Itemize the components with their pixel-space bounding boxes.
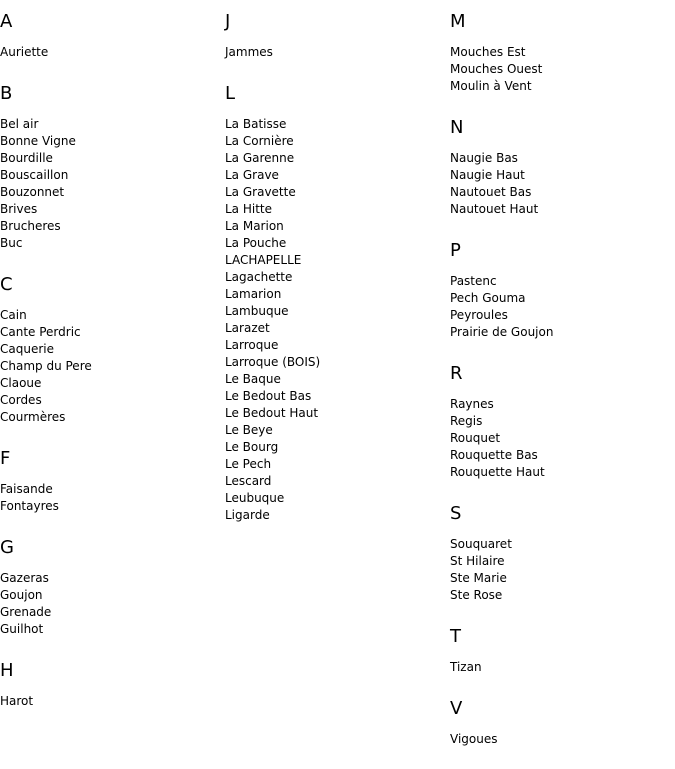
place-name-link[interactable]: Cain (0, 308, 27, 322)
letter-group-t (450, 625, 670, 676)
letter-heading: J (225, 11, 231, 32)
place-name-link[interactable]: Moulin à Vent (450, 79, 532, 93)
letter-group-n (450, 116, 670, 218)
letter-heading: C (0, 274, 13, 295)
letter-group-c (0, 273, 220, 426)
place-name-list (450, 731, 670, 748)
place-name-link[interactable]: St Hilaire (450, 554, 505, 568)
place-name-link[interactable]: Tizan (450, 660, 482, 674)
letter-group-j (225, 10, 445, 61)
place-name-link[interactable]: Champ du Pere (0, 359, 92, 373)
index-column-1 (0, 10, 220, 731)
place-name-list (0, 570, 220, 638)
place-name-link[interactable]: Mouches Ouest (450, 62, 543, 76)
place-name-link[interactable]: Souquaret (450, 537, 512, 551)
place-name-link[interactable]: Leubuque (225, 491, 285, 505)
place-name-link[interactable]: Caquerie (0, 342, 54, 356)
place-name-link[interactable]: Nautouet Bas (450, 185, 532, 199)
place-name-link[interactable]: Lescard (225, 474, 272, 488)
place-name-list (0, 44, 220, 61)
place-name-link[interactable]: Rouquette Haut (450, 465, 545, 479)
place-name-list (0, 481, 220, 515)
place-name-link[interactable]: Bel air (0, 117, 39, 131)
place-name-link[interactable]: Le Bedout Bas (225, 389, 312, 403)
place-name-link[interactable]: Vigoues (450, 732, 498, 746)
place-name-link[interactable]: Courmères (0, 410, 66, 424)
letter-heading: R (450, 363, 463, 384)
letter-heading: P (450, 240, 461, 261)
letter-heading: L (225, 83, 236, 104)
letter-heading: A (0, 11, 13, 32)
place-name-link[interactable]: Regis (450, 414, 483, 428)
place-name-link[interactable]: Bouzonnet (0, 185, 65, 199)
place-name-link[interactable]: Ligarde (225, 508, 270, 522)
place-name-list (450, 659, 670, 676)
place-name-link[interactable]: Larroque (225, 338, 279, 352)
letter-heading: H (0, 660, 14, 681)
place-name-list (450, 273, 670, 341)
letter-heading: T (450, 626, 461, 647)
letter-group-h (0, 659, 220, 710)
place-name-list (450, 396, 670, 481)
letter-heading: B (0, 83, 13, 104)
place-name-link[interactable]: Le Beye (225, 423, 273, 437)
place-name-link[interactable]: Ste Marie (450, 571, 507, 585)
place-name-link[interactable]: La Gravette (225, 185, 296, 199)
place-name-link[interactable]: Le Baque (225, 372, 281, 386)
letter-heading: V (450, 698, 463, 719)
place-name-list (225, 116, 445, 524)
letter-heading: M (450, 11, 466, 32)
letter-group-f (0, 447, 220, 515)
place-name-link[interactable]: Brives (0, 202, 38, 216)
letter-heading: G (0, 537, 14, 558)
place-name-list (450, 44, 670, 95)
place-name-link[interactable]: Jammes (225, 45, 273, 59)
place-name-link[interactable]: Harot (0, 694, 34, 708)
place-name-link[interactable]: Lagachette (225, 270, 293, 284)
place-name-link[interactable]: Pech Gouma (450, 291, 526, 305)
place-name-list (450, 536, 670, 604)
place-name-link[interactable]: Le Pech (225, 457, 272, 471)
place-name-link[interactable]: Pastenc (450, 274, 497, 288)
place-name-link[interactable]: Bonne Vigne (0, 134, 76, 148)
place-name-link[interactable]: Gazeras (0, 571, 49, 585)
place-name-link[interactable]: Brucheres (0, 219, 61, 233)
place-name-link[interactable]: Rouquette Bas (450, 448, 538, 462)
letter-group-p (450, 239, 670, 341)
index-column-3 (450, 10, 670, 769)
place-name-link[interactable]: Rouquet (450, 431, 501, 445)
place-name-link[interactable]: Claoue (0, 376, 42, 390)
place-name-list (0, 116, 220, 252)
place-name-link[interactable]: LACHAPELLE (225, 253, 302, 267)
place-name-link[interactable]: Nautouet Haut (450, 202, 539, 216)
place-name-list (225, 44, 445, 61)
place-name-link[interactable]: Goujon (0, 588, 43, 602)
letter-group-g (0, 536, 220, 638)
place-name-link[interactable]: Lambuque (225, 304, 289, 318)
place-name-link[interactable]: Guilhot (0, 622, 44, 636)
place-name-link[interactable]: La Marion (225, 219, 284, 233)
place-name-link[interactable]: La Pouche (225, 236, 287, 250)
place-name-list (450, 150, 670, 218)
place-name-link[interactable]: Raynes (450, 397, 494, 411)
place-name-link[interactable]: La Grave (225, 168, 279, 182)
place-name-link[interactable]: Buc (0, 236, 23, 250)
letter-group-b (0, 82, 220, 252)
letter-group-r (450, 362, 670, 481)
place-name-link[interactable]: Faisande (0, 482, 53, 496)
letter-group-a (0, 10, 220, 61)
letter-heading: F (0, 448, 11, 469)
index-column-2 (225, 10, 445, 545)
letter-heading: N (450, 117, 464, 138)
place-name-link[interactable]: La Batisse (225, 117, 287, 131)
place-name-link[interactable]: Cante Perdric (0, 325, 81, 339)
place-name-link[interactable]: Naugie Haut (450, 168, 525, 182)
place-name-link[interactable]: La Garenne (225, 151, 295, 165)
place-name-link[interactable]: Larroque (BOIS) (225, 355, 321, 369)
place-name-link[interactable]: Le Bourg (225, 440, 279, 454)
place-name-link[interactable]: Ste Rose (450, 588, 503, 602)
place-name-link[interactable]: Mouches Est (450, 45, 526, 59)
place-name-link[interactable]: La Cornière (225, 134, 294, 148)
place-name-link[interactable]: Grenade (0, 605, 52, 619)
place-name-link[interactable]: Prairie de Goujon (450, 325, 554, 339)
place-name-link[interactable]: Le Bedout Haut (225, 406, 319, 420)
place-name-link[interactable]: Bourdille (0, 151, 53, 165)
place-name-link[interactable]: La Hitte (225, 202, 273, 216)
place-name-link[interactable]: Lamarion (225, 287, 282, 301)
place-name-link[interactable]: Naugie Bas (450, 151, 518, 165)
letter-heading: S (450, 503, 462, 524)
place-name-link[interactable]: Peyroules (450, 308, 508, 322)
letter-group-m (450, 10, 670, 95)
letter-group-v (450, 697, 670, 748)
place-name-link[interactable]: Auriette (0, 45, 49, 59)
place-name-list (0, 307, 220, 426)
place-name-link[interactable]: Bouscaillon (0, 168, 69, 182)
letter-group-s (450, 502, 670, 604)
place-name-list (0, 693, 220, 710)
letter-group-l (225, 82, 445, 524)
place-name-link[interactable]: Fontayres (0, 499, 59, 513)
place-name-link[interactable]: Cordes (0, 393, 42, 407)
place-name-link[interactable]: Larazet (225, 321, 270, 335)
